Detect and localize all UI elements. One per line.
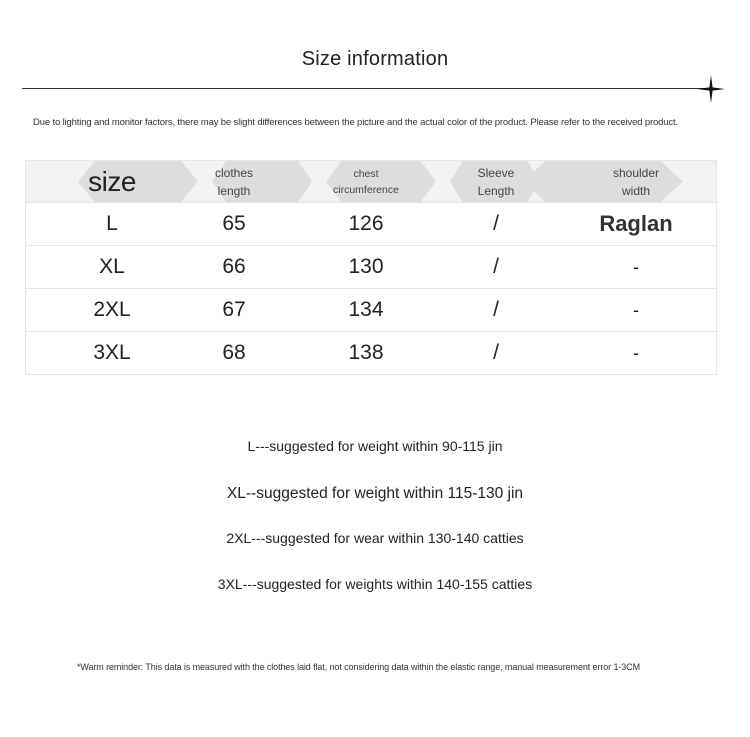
cell-length: 65 [222, 212, 246, 235]
cell-length: 67 [222, 298, 246, 321]
header-sleeve-length [436, 161, 556, 202]
header-size: size [88, 165, 136, 197]
suggestion-2xl: 2XL---suggested for wear within 130-140 catties [226, 530, 524, 546]
cell-chest: 130 [348, 255, 384, 278]
header-sleeve-line1: Sleeve [477, 165, 515, 180]
cell-length: 68 [222, 341, 246, 364]
cell-size: XL [99, 255, 125, 278]
cell-shoulder: - [633, 299, 639, 320]
table-row [26, 331, 716, 374]
size-table [25, 160, 717, 375]
header-clothes-length [174, 161, 294, 202]
header-shoulder-line2: width [621, 183, 650, 198]
table-row [26, 202, 716, 245]
suggestion-l: L---suggested for weight within 90-115 jin [247, 438, 503, 454]
cell-sleeve: / [493, 255, 499, 278]
cell-chest: 126 [348, 212, 384, 235]
cell-sleeve: / [493, 341, 499, 364]
header-chest-line1: chest [353, 167, 379, 180]
cell-chest: 138 [348, 341, 384, 364]
header-chest-circumference [296, 161, 436, 202]
table-row [26, 288, 716, 331]
header-clothes-length-line1: clothes [214, 165, 254, 180]
table-header [26, 161, 716, 202]
cell-size: L [106, 212, 118, 235]
table-row [26, 245, 716, 288]
cell-sleeve: / [493, 212, 499, 235]
suggestion-3xl: 3XL---suggested for weights within 140-155 catties [217, 576, 533, 592]
cell-shoulder: - [633, 256, 639, 277]
cell-length: 66 [222, 255, 246, 278]
header-chest-line2: circumference [333, 183, 399, 196]
warm-reminder: *Warm reminder: This data is measured with the clothes laid flat, not considering data within the elastic range, manual measurement error 1-3CM [77, 662, 640, 672]
title-divider [22, 88, 712, 89]
header-clothes-length-line2: length [217, 183, 251, 198]
sparkle-icon [697, 75, 725, 103]
cell-sleeve: / [493, 298, 499, 321]
cell-shoulder: Raglan [599, 211, 673, 236]
header-shoulder-line1: shoulder [612, 165, 660, 180]
cell-shoulder: - [633, 342, 639, 363]
suggestion-xl: XL--suggested for weight within 115-130 jin [226, 485, 524, 502]
page-title: Size information [301, 48, 449, 70]
cell-chest: 134 [348, 298, 384, 321]
header-sleeve-line2: Length [477, 183, 515, 198]
color-disclaimer: Due to lighting and monitor factors, there may be slight differences between the picture and the actual color of the product. Please refer to the received product. [33, 117, 678, 128]
cell-size: 3XL [93, 341, 131, 364]
cell-size: 2XL [93, 298, 131, 321]
header-shoulder-width [556, 161, 716, 202]
